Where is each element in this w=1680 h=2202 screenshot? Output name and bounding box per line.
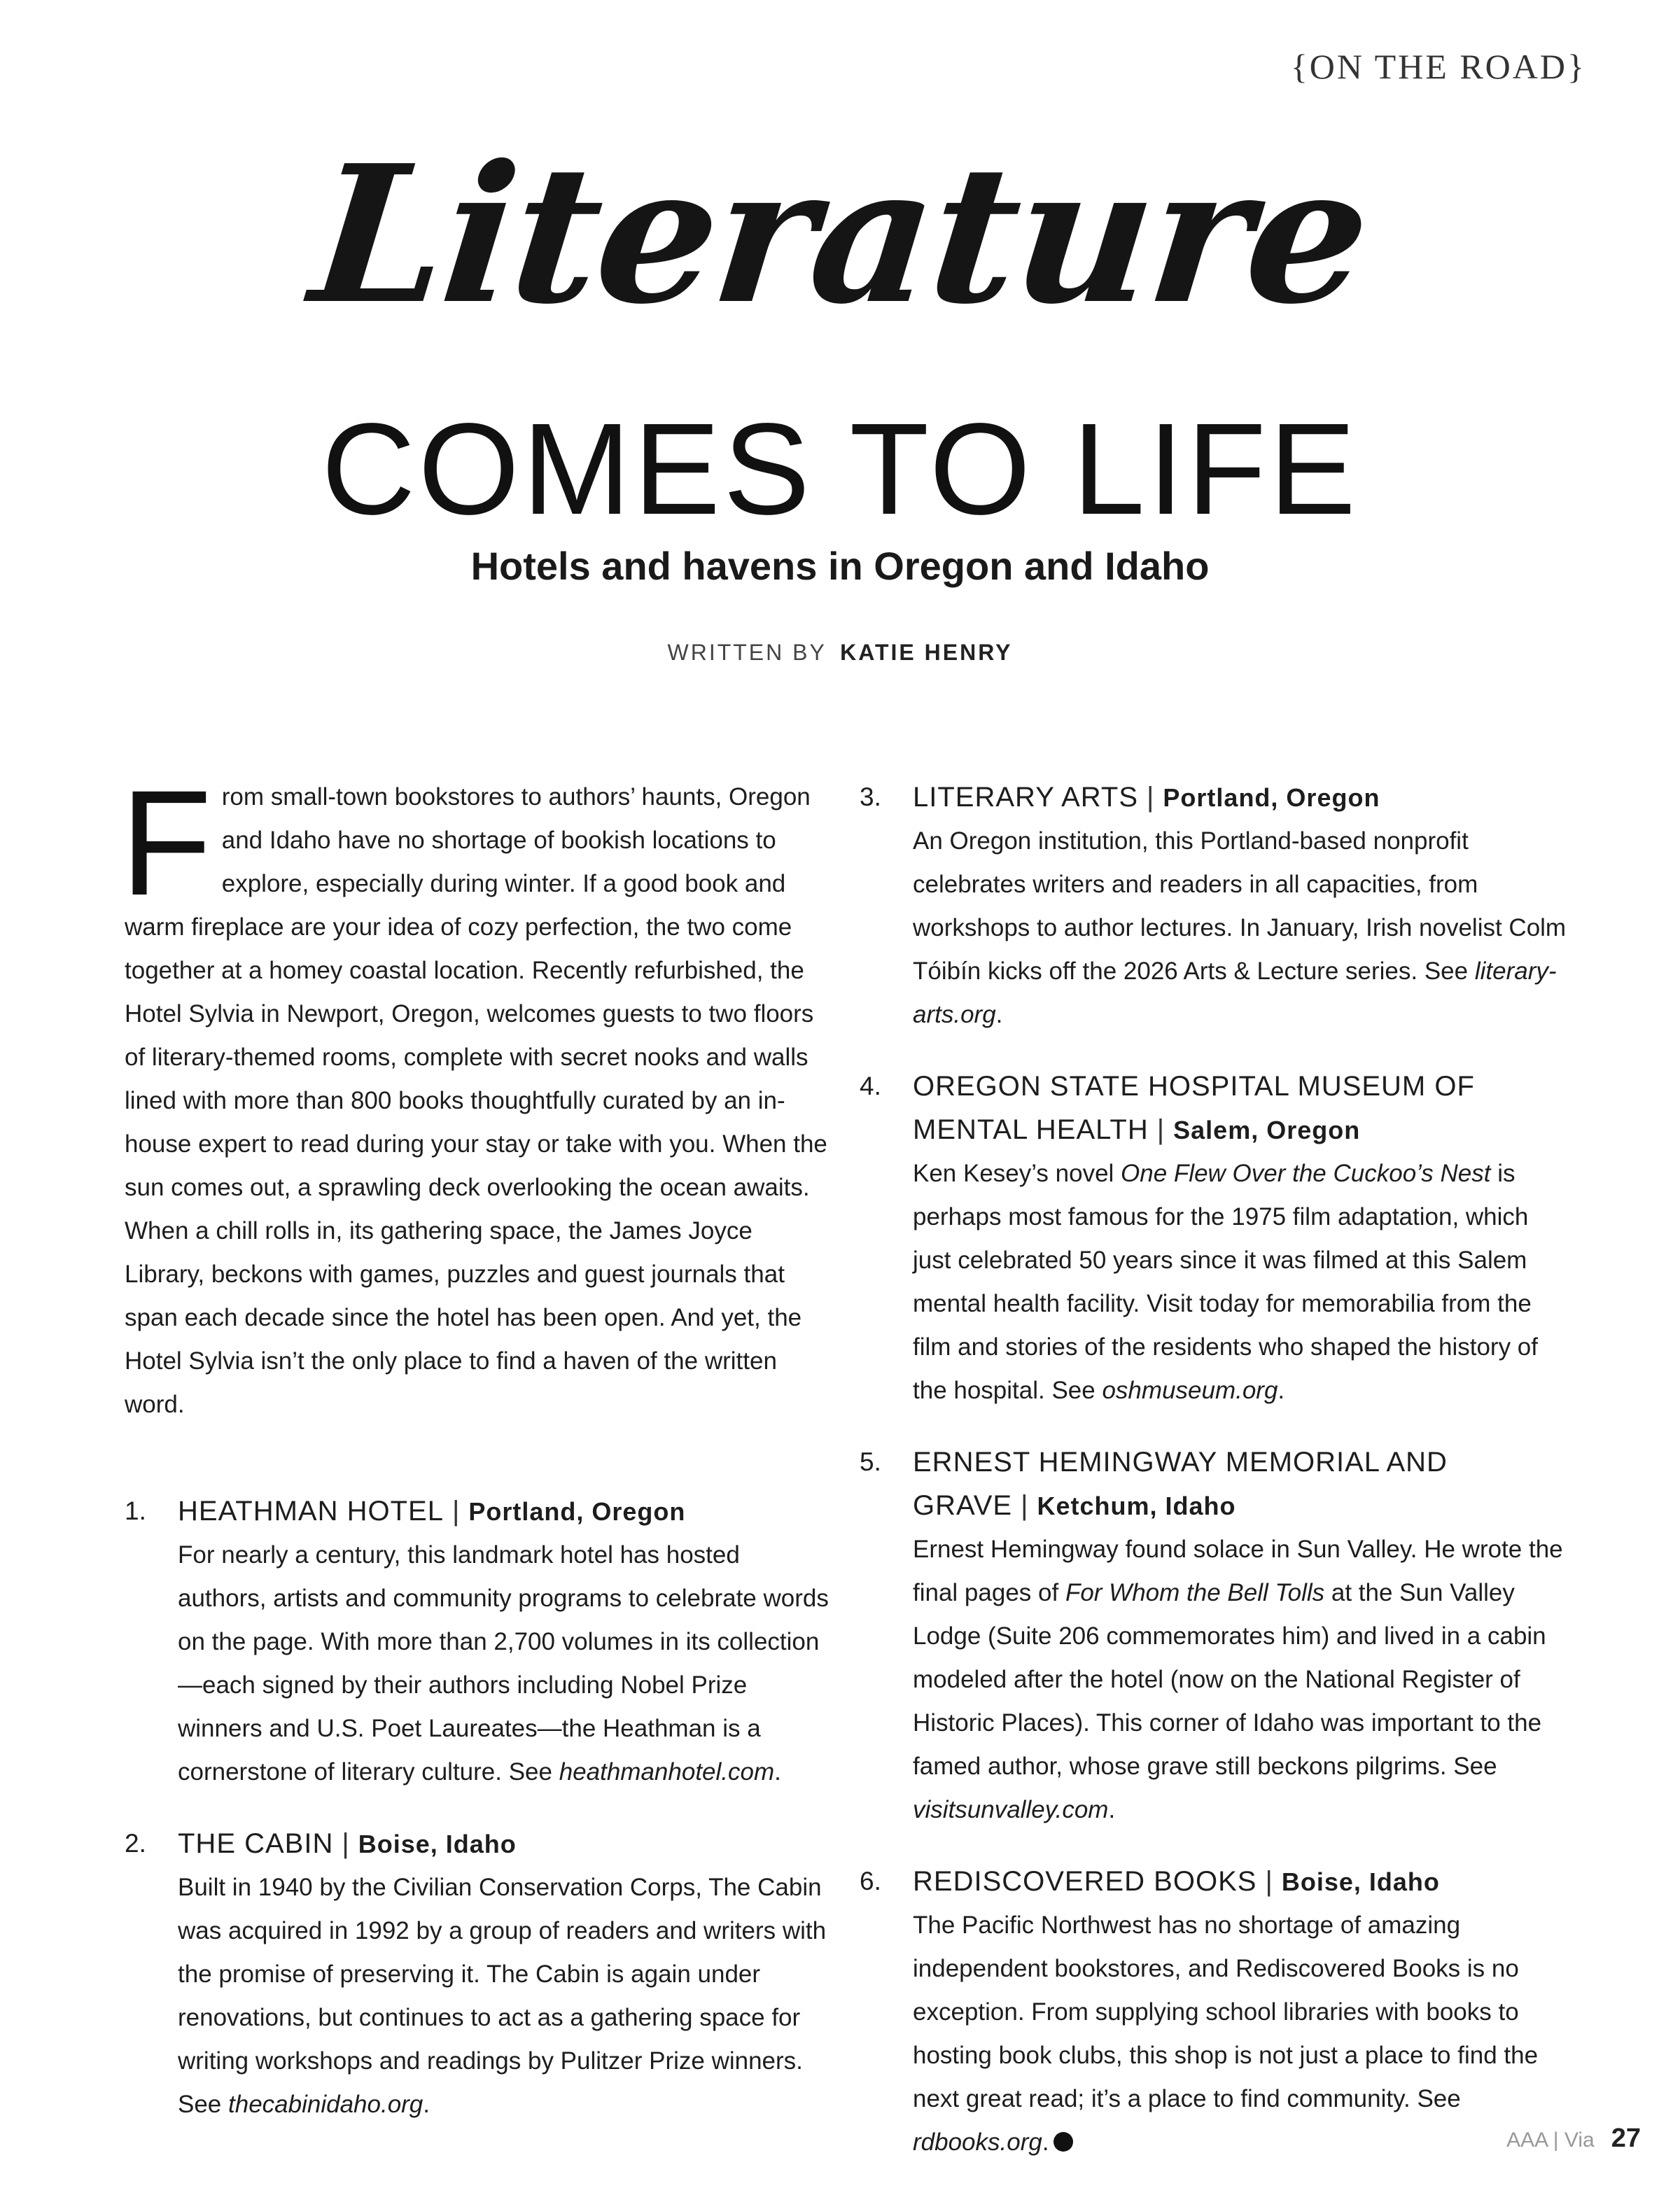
entry-heathman-hotel bbox=[125, 1489, 832, 1794]
entry-book-title: For Whom the Bell Tolls bbox=[1065, 1579, 1325, 1606]
entry-heading bbox=[913, 1440, 1567, 1528]
entry-number: 1. bbox=[125, 1496, 146, 1525]
entry-separator: | bbox=[1021, 1490, 1029, 1521]
entry-text: Built in 1940 by the Civilian Conservation Corps, The Cabin was acquired in 1992 by a group of readers and writers with the promise of preserving it. The Cabin is again under renovations, but continues to act as a gathering space for writing workshops and readings by Pulitzer Prize winners. See bbox=[178, 1874, 827, 2118]
entry-heading bbox=[913, 1860, 1567, 1904]
entry-body bbox=[178, 1534, 832, 1794]
entry-rediscovered-books bbox=[860, 1860, 1567, 2164]
entry-end: . bbox=[774, 1758, 781, 1786]
entry-number: 4. bbox=[860, 1072, 881, 1100]
left-column bbox=[120, 759, 832, 2154]
entry-end: . bbox=[423, 2091, 430, 2118]
entry-url[interactable]: thecabinidaho.org bbox=[228, 2091, 424, 2118]
entry-text: The Pacific Northwest has no shortage of amazing independent bookstores, and Rediscovered Books is no exception. From supplying school libraries with books to hosting book clubs, this shop is not just a place to find the next great read; it’s a place to find community. See bbox=[913, 1912, 1539, 2112]
entry-text: For nearly a century, this landmark hotel has hosted authors, artists and community programs to celebrate words on the page. With more than 2,700 volumes in its collection—each signed by their authors including Nobel Prize winners and U.S. Poet Laureates—the Heathman is a cornerstone of literary culture. See bbox=[178, 1541, 829, 1786]
entry-location: Boise, Idaho bbox=[358, 1830, 517, 1858]
page-number: 27 bbox=[1611, 2124, 1641, 2153]
entry-name: ERNEST HEMINGWAY MEMORIAL AND GRAVE bbox=[913, 1447, 1448, 1521]
entry-text: is perhaps most famous for the 1975 film adaptation, which just celebrated 50 years since it was filmed at this Salem mental health facility. Visit today for memorabilia from the film and stories of the residents who shaped the history of the hospital. See bbox=[913, 1160, 1538, 1404]
entry-number: 6. bbox=[860, 1867, 881, 1895]
subtitle: Hotels and havens in Oregon and Idaho bbox=[470, 544, 1210, 588]
entry-separator: | bbox=[1147, 782, 1155, 813]
drop-cap: F bbox=[120, 759, 212, 927]
entry-body bbox=[913, 1528, 1567, 1832]
entry-location: Portland, Oregon bbox=[1163, 783, 1380, 812]
entry-number: 5. bbox=[860, 1447, 881, 1476]
entry-body bbox=[178, 1866, 832, 2126]
entry-name: OREGON STATE HOSPITAL MUSEUM OF MENTAL HEALTH bbox=[913, 1071, 1475, 1145]
entry-url[interactable]: rdbooks.org bbox=[913, 2129, 1042, 2156]
intro-paragraph bbox=[120, 759, 832, 1426]
entry-name: HEATHMAN HOTEL bbox=[178, 1496, 444, 1527]
entry-separator: | bbox=[342, 1828, 350, 1859]
left-entry-list bbox=[125, 1489, 832, 2126]
entry-url[interactable]: visitsunvalley.com bbox=[913, 1796, 1109, 1823]
entry-name: REDISCOVERED BOOKS bbox=[913, 1866, 1257, 1897]
entry-text: An Oregon institution, this Portland-based nonprofit celebrates writers and readers in all capacities, from workshops to author lectures. In January, Irish novelist Colm Tóibín kicks off the 2026 Arts & Lecture series. See bbox=[913, 827, 1567, 985]
publication-name: AAA | Via bbox=[1506, 2129, 1595, 2152]
entry-separator: | bbox=[1265, 1866, 1273, 1897]
entry-body bbox=[913, 820, 1567, 1037]
entry-url[interactable]: oshmuseum.org bbox=[1102, 1377, 1278, 1404]
entry-separator: | bbox=[1156, 1114, 1166, 1145]
right-column bbox=[860, 776, 1567, 2192]
entry-literary-arts bbox=[860, 776, 1567, 1037]
entry-text: at the Sun Valley Lodge (Suite 206 commemorates him) and lived in a cabin modeled after the hotel (now on the National Register of Historic Places). This corner of Idaho was important to the famed author, whose grave still beckons pilgrims. See bbox=[913, 1579, 1546, 1780]
entry-oregon-state-hospital-museum bbox=[860, 1065, 1567, 1412]
entry-name: LITERARY ARTS bbox=[913, 782, 1139, 813]
entry-location: Ketchum, Idaho bbox=[1037, 1492, 1236, 1520]
entry-text-pre: Ernest Hemingway found solace in Sun Valley. He wrote the final pages of bbox=[913, 1536, 1563, 1606]
entry-heading bbox=[913, 1065, 1567, 1152]
page-footer bbox=[1506, 2124, 1641, 2154]
entry-the-cabin bbox=[125, 1822, 832, 2126]
entry-heading bbox=[178, 1822, 832, 1866]
entry-end: . bbox=[1278, 1377, 1285, 1404]
entry-end: . bbox=[1108, 1796, 1116, 1823]
entry-hemingway-memorial bbox=[860, 1440, 1567, 1832]
section-tag: {ON THE ROAD} bbox=[1290, 47, 1586, 86]
title-main: COMES TO LIFE bbox=[321, 397, 1359, 542]
entry-number: 2. bbox=[125, 1829, 146, 1858]
entry-name: THE CABIN bbox=[178, 1828, 334, 1859]
byline bbox=[0, 640, 1680, 666]
entry-heading bbox=[913, 776, 1567, 820]
entry-url[interactable]: heathmanhotel.com bbox=[559, 1758, 775, 1786]
entry-location: Boise, Idaho bbox=[1281, 1867, 1440, 1896]
end-of-article-icon bbox=[1054, 2132, 1073, 2152]
entry-url[interactable]: literary-arts.org bbox=[913, 958, 1557, 1028]
entry-body bbox=[913, 1904, 1567, 2164]
title-script: Literature bbox=[302, 123, 1378, 346]
entry-location: Salem, Oregon bbox=[1173, 1116, 1361, 1144]
entry-text-pre: Ken Kesey’s novel bbox=[913, 1160, 1121, 1187]
byline-author: KATIE HENRY bbox=[840, 640, 1013, 665]
byline-prefix: WRITTEN BY bbox=[667, 640, 827, 665]
entry-number: 3. bbox=[860, 783, 881, 811]
entry-heading bbox=[178, 1489, 832, 1534]
entry-body bbox=[913, 1152, 1567, 1412]
intro-text: rom small-town bookstores to authors’ haunts, Oregon and Idaho have no shortage of bookish locations to explore, especially during winter. If a good book and warm fireplace are your idea of cozy perfection, the two come together at a homey coastal location. Recently refurbished, the Hotel Sylvia in Newport, Oregon, welcomes guests to two floors of literary-themed rooms, complete with secret nooks and walls lined with more than 800 books thoughtfully curated by an in-house expert to read during your stay or take with you. When the sun comes out, a sprawling deck overlooking the ocean awaits. When a chill rolls in, its gathering space, the James Joyce Library, beckons with games, puzzles and guest journals that span each decade since the hotel has been open. And yet, the Hotel Sylvia isn’t the only place to find a haven of the written word. bbox=[125, 783, 827, 1418]
entry-end: . bbox=[1042, 2129, 1049, 2156]
entry-book-title: One Flew Over the Cuckoo’s Nest bbox=[1121, 1160, 1491, 1187]
entry-location: Portland, Oregon bbox=[468, 1497, 686, 1526]
entry-end: . bbox=[995, 1001, 1003, 1028]
entry-separator: | bbox=[451, 1496, 461, 1527]
